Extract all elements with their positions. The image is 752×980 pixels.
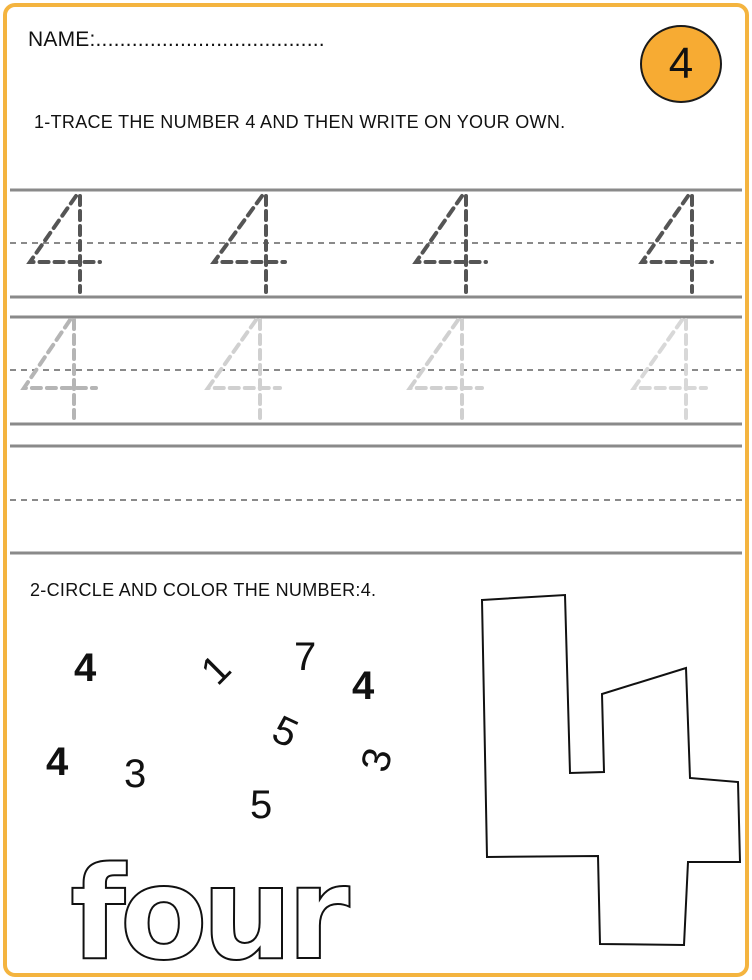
scatter-number-9[interactable]: 5 bbox=[250, 783, 273, 827]
scatter-number-8[interactable]: 3 bbox=[352, 743, 402, 777]
name-field-label: NAME:...................................... bbox=[28, 28, 325, 51]
instruction-trace: 1-TRACE THE NUMBER 4 AND THEN WRITE ON YOUR OWN. bbox=[34, 112, 566, 132]
number-word-four: four bbox=[70, 840, 344, 980]
instruction-circle: 2-CIRCLE AND COLOR THE NUMBER:4. bbox=[30, 580, 377, 600]
scatter-number-3[interactable]: 7 bbox=[294, 635, 317, 679]
scatter-number-4[interactable]: 4 bbox=[352, 664, 375, 708]
scatter-number-2[interactable]: 1 bbox=[192, 646, 240, 694]
scatter-number-6[interactable]: 4 bbox=[46, 740, 69, 784]
scatter-number-1[interactable]: 4 bbox=[74, 646, 97, 690]
scatter-number-7[interactable]: 3 bbox=[124, 752, 147, 796]
number-badge: 4 bbox=[640, 25, 722, 103]
scatter-number-5[interactable]: 5 bbox=[265, 707, 305, 757]
